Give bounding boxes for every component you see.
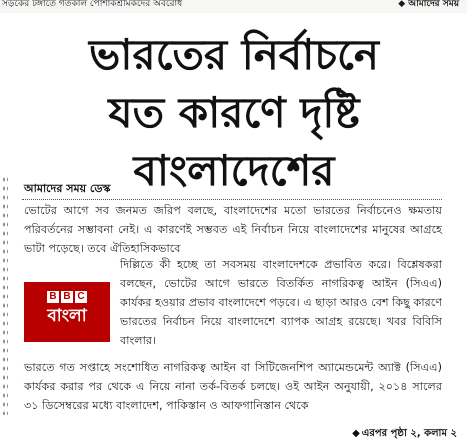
headline-line-2: যত কারণে দৃষ্টি — [108, 88, 360, 137]
article-paragraph-1: ভোটের আগে সব জনমত জরিপ বলছে, বাংলাদেশের মতো ভারতের নির্বাচনেও ক্ষমতায় পরিবর্তনের সম্ভাবনা নেই। এ কারণেই সম্ভবত এই নির্বাচন নিয়ে বাংলাদেশের মানুষের আগ্রহে ভাটা পড়েছে। তবে ঐতিহাসিকভাবে — [24, 204, 442, 255]
headline — [22, 26, 446, 200]
top-strip — [0, 0, 467, 13]
publication-name — [398, 0, 459, 9]
bbc-letter-blocks — [24, 291, 110, 303]
diamond-icon: ◆ — [398, 0, 406, 9]
continuation-note — [352, 426, 457, 443]
publication-name-text: আমাদের সময় — [408, 0, 459, 9]
article-paragraph-2: দিল্লিতে কী হচ্ছে তা সবসময় বাংলাদেশকে প্রভাবিত করে। বিশ্লেষকরা বলছেন, ভোটের আগে ভারতে বিতর্কিত নাগরিকত্ব আইন (সিএএ) কার্যকর হওয়ার প্রভাব বাংলাদেশে পড়বে। এ ছাড়া আরও বেশ কিছু কারণে ভারতের নির্বাচন নিয়ে বাংলাদেশে ব্যাপক আগ্রহ রয়েছে। খবর বিবিসি বাংলার। — [120, 258, 442, 347]
previous-story-teaser: সড়কের টঙ্গাতে গতকাল পোশাকশ্রমিকদের অবরোধ — [2, 0, 183, 9]
headline-line-1: ভারতের নির্বাচনে — [89, 30, 379, 79]
bbc-bangla-logo — [24, 282, 110, 342]
byline: আমাদের সময় ডেস্ক — [24, 182, 111, 195]
byline-divider — [22, 199, 442, 200]
bbc-letter-b1: B — [47, 291, 59, 303]
bbc-letter-c: C — [75, 291, 87, 303]
article-paragraph-3: ভারতে গত সপ্তাহে সংশোধিত নাগরিকত্ব আইন বা সিটিজেনশিপ অ্যামেন্ডমেন্ট অ্যাক্ট (সিএএ) কার্যকর করার পর থেকে এ নিয়ে নানা তর্ক-বিতর্ক চলছে। ওই আইন অনুযায়ী, ২০১৪ সালের ৩১ ডিসেম্বরের মধ্যে বাংলাদেশ, পাকিস্তান ও আফগানিস্তান থেকে — [24, 361, 442, 412]
arrow-icon: ◆ — [352, 428, 360, 439]
margin-dot-rule — [2, 175, 8, 415]
headline-line-3: বাংলাদেশের — [133, 146, 335, 195]
bbc-letter-b2: B — [61, 291, 73, 303]
bbc-logo-subtitle: বাংলা — [47, 306, 87, 326]
continuation-text: এরপর পৃষ্ঠা ২, কলাম ২ — [361, 428, 457, 439]
